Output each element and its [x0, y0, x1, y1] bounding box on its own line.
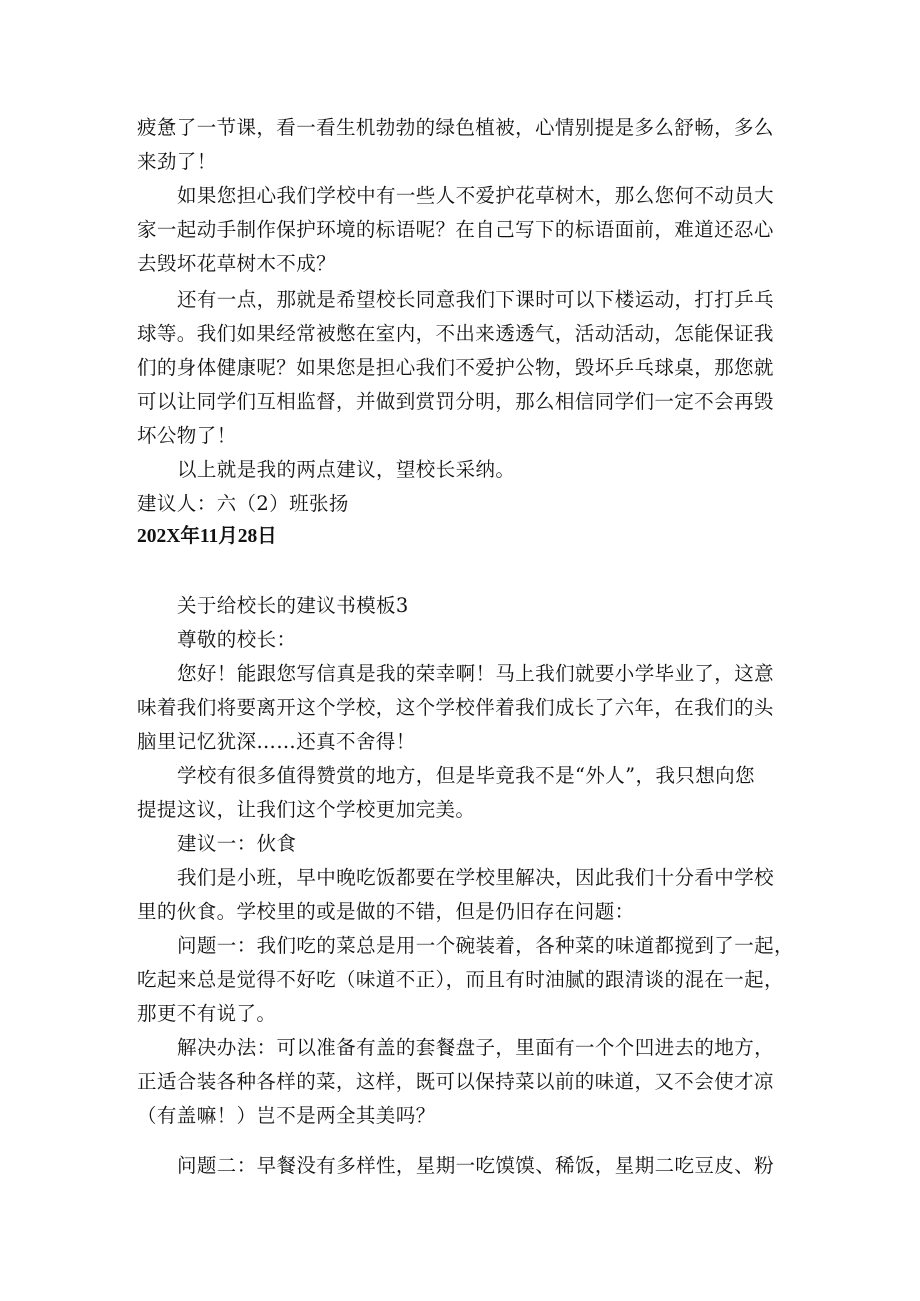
text-line: 去毁坏花草树木不成？: [137, 252, 337, 275]
paragraph-start: 以上就是我的两点建议，望校长采纳。: [177, 458, 516, 481]
signature-line: 建议人：六（2）班张扬: [137, 492, 349, 515]
text-line: 家一起动手制作保护环境的标语呢？在自己写下的标语面前，难道还忍心: [137, 218, 774, 241]
text-line: （有盖嘛！）岂不是两全其美吗？: [137, 1104, 436, 1127]
text-line: 们的身体健康呢？如果您是担心我们不爱护公物，毁坏乒乓球桌，那您就: [137, 356, 774, 379]
text-line: 可以让同学们互相监督，并做到赏罚分明，那么相信同学们一定不会再毁: [137, 390, 774, 413]
paragraph-start: 如果您担心我们学校中有一些人不爱护花草树木，那么您何不动员大: [177, 184, 775, 207]
text-line: 味着我们将要离开这个学校，这个学校伴着我们成长了六年，在我们的头: [137, 696, 774, 719]
text-line: 球等。我们如果经常被憋在室内，不出来透透气，活动活动，怎能保证我: [137, 322, 774, 345]
date-line: 202X年11月28日: [137, 526, 277, 547]
text-line: 吃起来总是觉得不好吃（味道不正），而且有时油腻的跟清谈的混在一起，: [137, 968, 784, 991]
paragraph-start: 问题一：我们吃的菜总是用一个碗装着，各种菜的味道都搅到了一起，: [177, 934, 794, 957]
subheading: 建议一：伙食: [177, 832, 297, 855]
text-line: 里的伙食。学校里的或是做的不错，但是仍旧存在问题：: [137, 900, 635, 923]
text-line: 脑里记忆犹深……还真不舍得！: [137, 730, 416, 753]
text-line: 来劲了！: [137, 150, 217, 173]
paragraph-start: 您好！能跟您写信真是我的荣幸啊！马上我们就要小学毕业了，这意: [177, 662, 775, 685]
section-title: 关于给校长的建议书模板3: [177, 594, 409, 617]
text-line: 坏公物了！: [137, 424, 237, 447]
text-line: 那更不有说了。: [137, 1002, 277, 1025]
text-line: 正适合装各种各样的菜，这样，既可以保持菜以前的味道，又不会使才凉: [137, 1070, 774, 1093]
paragraph-start: 解决办法：可以准备有盖的套餐盘子，里面有一个个凹进去的地方，: [177, 1036, 775, 1059]
paragraph-start: 还有一点，那就是希望校长同意我们下课时可以下楼运动，打打乒乓: [177, 288, 775, 311]
salutation: 尊敬的校长：: [177, 628, 297, 651]
text-line: 提提这议，让我们这个学校更加完美。: [137, 798, 476, 821]
paragraph-start: 问题二：早餐没有多样性，星期一吃馍馍、稀饭，星期二吃豆皮、粉: [177, 1154, 775, 1177]
paragraph-start: 学校有很多值得赞赏的地方，但是毕竟我不是“外人”，我只想向您: [177, 764, 755, 787]
paragraph-start: 我们是小班，早中晚吃饭都要在学校里解决，因此我们十分看中学校: [177, 866, 775, 889]
text-line: 疲惫了一节课，看一看生机勃勃的绿色植被，心情别提是多么舒畅，多么: [137, 116, 774, 139]
